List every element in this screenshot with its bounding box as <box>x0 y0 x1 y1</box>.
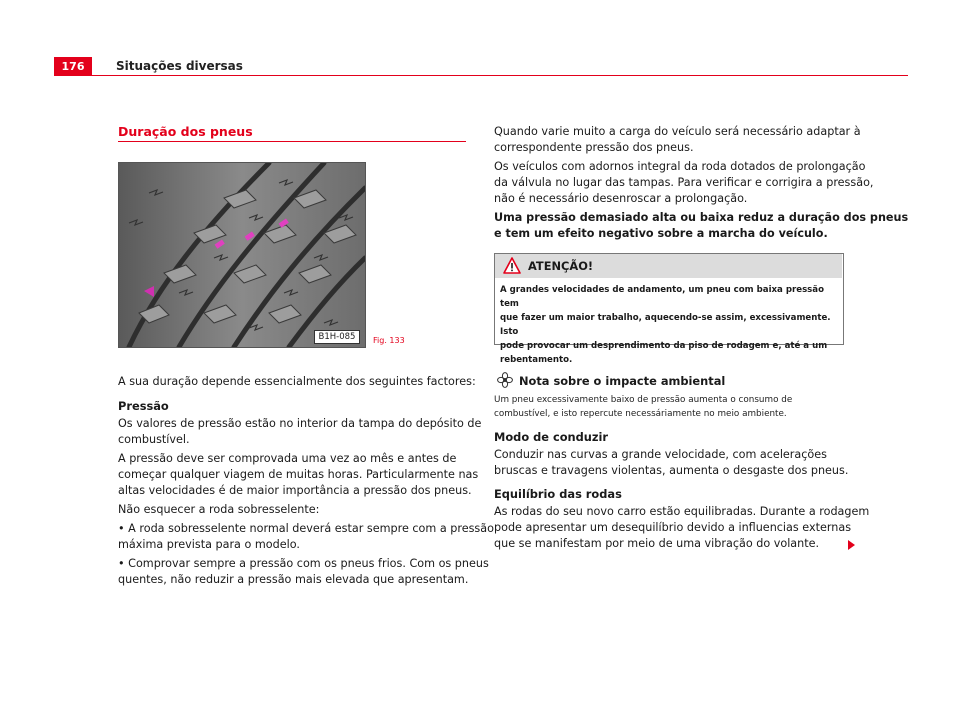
pressure-para-1-line-2: combustível. <box>118 433 190 446</box>
balance-heading: Equilíbrio das rodas <box>494 487 622 501</box>
pressure-heading: Pressão <box>118 399 169 413</box>
page-number: 176 <box>54 57 92 76</box>
spare-wheel-intro: Não esquecer a roda sobresselente: <box>118 503 320 516</box>
figure-label: Fig. 133 <box>373 336 405 345</box>
pressure-para-1-line-1: Os valores de pressão estão no interior da tampa do depósito de <box>118 417 482 430</box>
pressure-para-2-line-1: A pressão deve ser comprovada uma vez ao mês e antes de <box>118 452 457 465</box>
balance-line-2: pode apresentar um desequilíbrio devido a influencias externas <box>494 521 852 534</box>
warning-text <box>500 283 840 367</box>
environment-note-title: Nota sobre o impacte ambiental <box>519 374 726 388</box>
pressure-effect-line-2: e tem um efeito negativo sobre a marcha do veículo. <box>494 227 828 240</box>
bullet-1-line-2: máxima prevista para o modelo. <box>118 538 300 551</box>
bullet-2-line-1: • Comprovar sempre a pressão com os pneus frios. Com os pneus <box>118 557 489 570</box>
warning-triangle-icon <box>503 257 521 274</box>
pressure-para-2-line-3: altas velocidades é de maior importância a pressão dos pneus. <box>118 484 472 497</box>
driving-line-1: Conduzir nas curvas a grande velocidade, com acelerações <box>494 448 827 461</box>
warning-title: ATENÇÃO! <box>528 259 594 273</box>
load-para-line-1: Quando varie muito a carga do veículo será necessário adaptar à <box>494 125 861 138</box>
flower-icon <box>497 372 513 388</box>
driving-line-2: bruscas e travagens violentas, aumenta o desgaste dos pneus. <box>494 464 849 477</box>
header-rule <box>92 75 908 76</box>
continue-arrow-icon <box>848 540 855 550</box>
warning-line-3: pode provocar um desprendimento da piso de rodagem e, até a um <box>500 341 828 351</box>
environment-line-2: combustível, e isto repercute necessáriamente no meio ambiente. <box>494 409 787 419</box>
bullet-2-line-2: quentes, não reduzir a pressão mais elevada que apresentam. <box>118 573 469 586</box>
bullet-1-line-1: • A roda sobresselente normal deverá estar sempre com a pressão <box>118 522 494 535</box>
section-title: Duração dos pneus <box>118 124 253 139</box>
warning-line-4: rebentamento. <box>500 355 573 365</box>
warning-line-1: A grandes velocidades de andamento, um pneu com baixa pressão tem <box>500 285 825 309</box>
driving-heading: Modo de conduzir <box>494 430 609 444</box>
pressure-para-2-line-2: começar qualquer viagem de muitas horas. Particularmente nas <box>118 468 479 481</box>
balance-line-3: que se manifestam por meio de uma vibração do volante. <box>494 537 820 550</box>
section-rule <box>118 141 466 142</box>
valve-para-line-3: não é necessário desenroscar a prolongação. <box>494 192 748 205</box>
tire-tread-figure <box>118 162 366 348</box>
balance-line-1: As rodas do seu novo carro estão equilibradas. Durante a rodagem <box>494 505 870 518</box>
warning-line-2: que fazer um maior trabalho, aquecendo-se assim, excessivamente. Isto <box>500 313 831 337</box>
load-para-line-2: correspondente pressão dos pneus. <box>494 141 694 154</box>
running-title: Situações diversas <box>116 59 243 73</box>
valve-para-line-2: da válvula no lugar das tampas. Para verificar e corrigira a pressão, <box>494 176 874 189</box>
tire-tread-illustration <box>119 163 365 347</box>
environment-line-1: Um pneu excessivamente baixo de pressão aumenta o consumo de <box>494 395 793 405</box>
intro-text: A sua duração depende essencialmente dos seguintes factores: <box>118 375 476 388</box>
figure-code: B1H-085 <box>314 330 360 344</box>
valve-para-line-1: Os veículos com adornos integral da roda dotados de prolongação <box>494 160 866 173</box>
pressure-effect-line-1: Uma pressão demasiado alta ou baixa reduz a duração dos pneus <box>494 211 909 224</box>
